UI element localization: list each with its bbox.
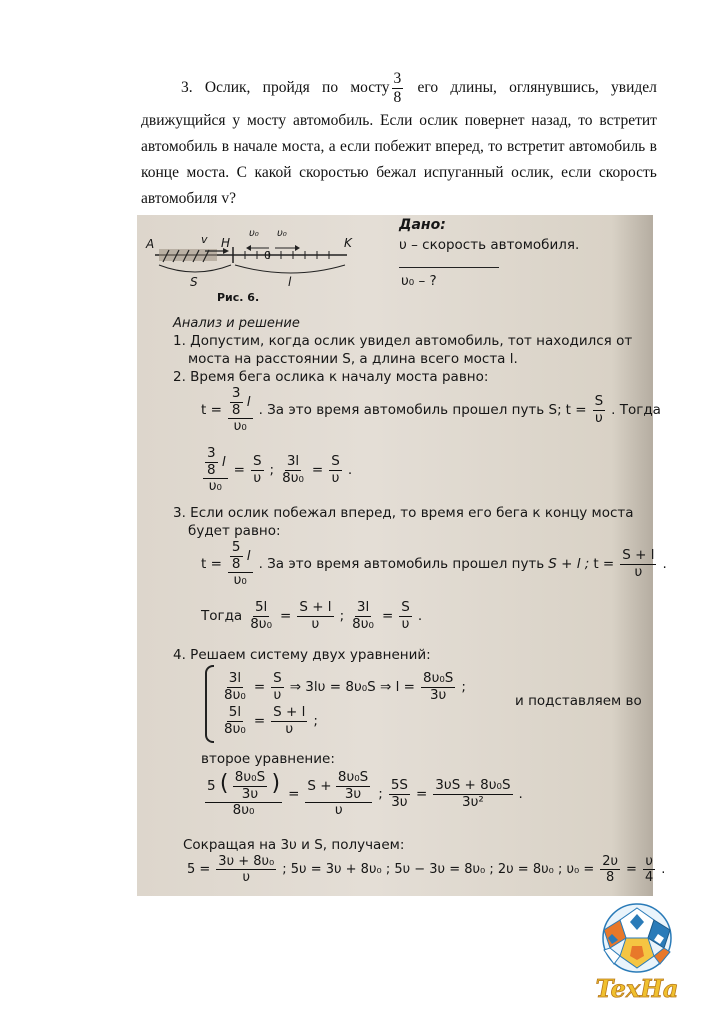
word: встретит: [599, 112, 657, 129]
fraction: [421, 672, 455, 702]
word: то: [488, 138, 503, 155]
fraction-denominator: υ: [285, 720, 294, 737]
word: если: [561, 164, 592, 181]
word: движущийся: [141, 112, 226, 129]
logo-text: TexHa: [595, 974, 679, 1003]
fraction-numerator: S: [594, 393, 604, 410]
formula-text: . За это время автомобиль прошел путь S;: [258, 402, 562, 419]
logo: [592, 900, 682, 1004]
compound-fraction: [203, 447, 228, 494]
formula-term: =: [311, 462, 324, 479]
problem-line-5: автомобиля v?: [141, 190, 236, 207]
formula-term: ;: [313, 713, 318, 729]
word: ослик: [419, 112, 458, 129]
problem-line-1: [141, 68, 657, 108]
fraction-numerator: 3: [231, 385, 241, 401]
word: в: [221, 138, 230, 155]
word: а: [328, 138, 336, 155]
fraction-denominator: 8υ₀: [224, 720, 246, 737]
fraction: [248, 601, 274, 631]
fraction-denominator: υ: [253, 469, 262, 486]
fraction-numerator: 2υ: [602, 854, 619, 869]
formula-term: S + l ;: [548, 556, 590, 573]
fraction: [297, 601, 333, 631]
compound-fraction: [305, 771, 372, 818]
fraction-denominator: υ: [594, 409, 603, 426]
formula-term: l: [221, 454, 226, 470]
formula-term: 5: [207, 778, 216, 794]
formula-term: l: [246, 548, 251, 564]
equation-system: [205, 665, 466, 743]
fraction-numerator: υ: [645, 854, 653, 869]
formula-term: .: [662, 556, 667, 573]
brace-s: [159, 265, 231, 272]
inner-fraction: [233, 771, 267, 801]
step-1-line-2: моста на расстоянии S, а длина всего моста l.: [188, 351, 518, 367]
word-with-fraction: [350, 71, 405, 105]
distance-s-label: S: [190, 275, 198, 289]
fraction-denominator: 8: [231, 401, 241, 418]
paren-close: ): [271, 771, 281, 796]
word: автомобиль: [568, 138, 646, 155]
point-k-label: K: [344, 236, 352, 250]
system-row-2: [220, 706, 466, 736]
word: какой: [254, 164, 292, 181]
fraction: [593, 395, 606, 425]
figure-caption: Рис. 6.: [217, 291, 260, 304]
fraction: [643, 855, 655, 884]
fraction-numerator: 5l: [254, 599, 268, 615]
formula-time-to-end: [201, 541, 667, 588]
formula-term: ;: [269, 462, 275, 479]
fraction-numerator: 5S: [390, 777, 408, 794]
fraction-denominator: υ₀: [208, 478, 222, 494]
point-h-label: H: [221, 236, 231, 250]
fraction-denominator: 3υ: [391, 793, 408, 810]
velocity-v-label: v: [201, 233, 208, 246]
word: длины,: [450, 79, 497, 96]
word: автомобиль: [141, 138, 218, 155]
given-title: Дано:: [399, 217, 446, 233]
fraction: [329, 455, 342, 485]
formula-term: =: [253, 679, 266, 695]
fraction-numerator: S: [273, 670, 282, 686]
second-equation-text: второе уравнение:: [201, 751, 335, 767]
fraction-numerator: 3: [393, 70, 402, 87]
formula-text: . Тогда: [611, 402, 661, 419]
word: по: [322, 79, 339, 96]
fraction-denominator: 3υ: [241, 785, 259, 802]
formula-term: =: [233, 462, 245, 479]
formula-term: ;: [339, 608, 345, 624]
analysis-heading: Анализ и решение: [173, 316, 300, 331]
velocity-v0-left-label: υ₀: [249, 228, 259, 239]
fraction-denominator: 8: [207, 461, 216, 478]
fraction-denominator: υ: [634, 563, 643, 580]
word: Ослик,: [204, 79, 251, 96]
formula-term: ;: [378, 786, 383, 803]
formula-time-to-start: [201, 387, 661, 434]
fraction-denominator: 8υ₀: [352, 615, 374, 632]
word: бежал: [376, 164, 417, 181]
fraction-denominator: 4: [644, 870, 654, 885]
word: повернет: [464, 112, 525, 129]
word: встретит: [506, 138, 565, 155]
fraction-numerator: S: [331, 453, 340, 470]
system-row-1: [220, 672, 466, 702]
fraction-numerator: [228, 541, 253, 573]
formula-term: =: [415, 786, 428, 803]
formula-equation-2: [201, 601, 422, 631]
formula-text: Тогда: [201, 608, 243, 624]
word: побежит: [374, 138, 431, 155]
formula-term: ⇒ 3lυ = 8υ₀S ⇒ l =: [289, 679, 415, 695]
fraction: [251, 455, 264, 485]
fraction: [399, 601, 412, 631]
inner-fraction: [230, 387, 243, 417]
formula-term: =: [280, 608, 292, 624]
fraction: [620, 549, 656, 579]
fraction-denominator: υ: [273, 686, 282, 703]
fraction: [389, 779, 410, 809]
word: моста,: [281, 138, 325, 155]
fraction-numerator: S + l: [273, 704, 306, 720]
fraction-denominator: υ: [401, 615, 410, 632]
fraction-denominator: υ: [334, 802, 343, 818]
fraction-numerator: 3: [207, 445, 216, 461]
fraction-denominator: υ: [331, 469, 340, 486]
fraction-numerator: 8υ₀S: [234, 769, 266, 785]
given-line-2: υ₀ – ?: [401, 273, 437, 289]
fraction: [280, 455, 306, 485]
fraction-denominator: 3υ: [429, 686, 447, 703]
formula-term: S +: [307, 778, 332, 794]
formula-term: t =: [565, 402, 587, 419]
step-3-line-1: 3. Если ослик побежал вперед, то время его бега к концу моста: [173, 505, 634, 521]
word: его: [417, 79, 439, 96]
fraction-denominator: υ: [242, 870, 251, 885]
word: то: [578, 112, 593, 129]
scanned-solution: [137, 215, 667, 896]
word: испуганный: [423, 164, 504, 181]
formula-term: l: [246, 394, 251, 410]
fraction: [216, 855, 276, 884]
fraction-denominator: υ₀: [233, 572, 247, 588]
cancel-text: Сокращая на 3υ и S, получаем:: [183, 837, 405, 853]
formula-term: .: [347, 462, 353, 479]
problem-statement: [141, 68, 657, 212]
formula-term: t =: [593, 556, 615, 573]
problem-line-3: [141, 134, 657, 160]
fraction-denominator: 8: [231, 555, 241, 572]
word: автомобиль.: [292, 112, 374, 129]
fraction: [350, 601, 376, 631]
word: пройдя: [262, 79, 310, 96]
word: скоростью: [299, 164, 369, 181]
formula-term: .: [518, 786, 523, 803]
fraction-numerator: 3l: [286, 453, 300, 470]
formula-text: . За это время автомобиль прошел путь: [258, 556, 545, 573]
word: начале: [233, 138, 278, 155]
step-4-text: 4. Решаем систему двух уравнений:: [173, 647, 431, 663]
formula-term: 5 =: [187, 862, 211, 877]
formula-term: t =: [201, 402, 222, 419]
formula-equation-1: [201, 447, 352, 494]
step-3-line-2: будет равно:: [188, 523, 281, 539]
word: если: [339, 138, 371, 155]
fraction-denominator: 8: [393, 88, 402, 106]
fraction: [222, 706, 248, 736]
formula-term: .: [661, 862, 666, 877]
formula-substitution: [203, 771, 523, 818]
substitute-text: и подставляем во: [515, 693, 642, 709]
word: у: [232, 112, 241, 129]
formula-term: =: [288, 786, 300, 803]
inner-fraction: [205, 447, 218, 477]
formula-term: =: [381, 608, 394, 624]
fraction: [222, 672, 248, 702]
fraction-numerator: 3l: [228, 670, 242, 686]
fraction-numerator: [205, 771, 282, 803]
word: моста.: [186, 164, 230, 181]
fraction: [600, 855, 620, 884]
fraction-numerator: [228, 387, 253, 419]
fraction-denominator: 8: [605, 870, 615, 885]
length-l-label: l: [288, 275, 292, 289]
point-o-label: 0: [264, 249, 271, 262]
word: ослик,: [511, 164, 554, 181]
paren-open: (: [219, 771, 229, 796]
word: вперед,: [435, 138, 484, 155]
fraction: [433, 779, 512, 809]
word: в: [649, 138, 657, 155]
word: С: [236, 164, 247, 181]
fraction-denominator: 8υ₀: [232, 802, 255, 818]
fraction-numerator: [305, 771, 372, 803]
word: мосту: [350, 79, 390, 96]
formula-term: .: [417, 608, 423, 624]
inner-fraction: [336, 771, 370, 801]
fraction-denominator: 3υ²: [462, 793, 484, 810]
fraction-numerator: 3υ + 8υ₀: [218, 854, 275, 869]
word: конце: [141, 164, 179, 181]
fraction-numerator: 5: [231, 539, 241, 555]
word: увидел: [611, 79, 657, 96]
fraction-numerator: S + l: [299, 599, 332, 615]
word: оглянувшись,: [509, 79, 599, 96]
step-2-text: 2. Время бега ослика к началу моста равно:: [173, 369, 489, 385]
fraction-numerator: 8υ₀S: [422, 670, 454, 686]
system-brace: [205, 665, 214, 743]
formula-term: t =: [201, 556, 222, 573]
compound-fraction: [228, 387, 253, 434]
fraction-numerator: 8υ₀S: [337, 769, 369, 785]
fraction-denominator: 8υ₀: [250, 615, 273, 632]
formula-final-answer: [187, 855, 665, 884]
formula-text: ; 5υ = 3υ + 8υ₀ ; 5υ − 3υ = 8υ₀ ; 2υ = 8υ₀ ; υ₀ =: [282, 862, 595, 877]
fraction-denominator: υ: [311, 615, 320, 632]
fraction-denominator: υ₀: [233, 418, 247, 434]
given-divider: [399, 267, 499, 268]
fraction-denominator: 8υ₀: [282, 469, 304, 486]
fraction: [271, 672, 284, 702]
problem-line-2: [141, 108, 657, 134]
fraction-three-eighths: [392, 71, 404, 105]
compound-fraction: [228, 541, 253, 588]
problem-number: 3.: [181, 79, 193, 96]
velocity-v0-right-label: υ₀: [277, 228, 287, 239]
word: скорость: [598, 164, 657, 181]
formula-term: =: [626, 862, 637, 877]
formula-term: =: [253, 713, 266, 729]
word: мосту: [246, 112, 287, 129]
fraction-numerator: S: [401, 599, 410, 615]
word: назад,: [531, 112, 572, 129]
problem-line-4: [141, 160, 657, 186]
fraction-numerator: [203, 447, 228, 479]
step-1-line-1: 1. Допустим, когда ослик увидел автомобиль, тот находился от: [173, 333, 633, 349]
point-a-label: A: [146, 237, 155, 251]
compound-fraction: [205, 771, 282, 818]
fraction-numerator: 3υS + 8υ₀S: [435, 777, 511, 794]
fraction-denominator: 3υ: [344, 785, 362, 802]
fraction-numerator: S + l: [622, 547, 655, 564]
word: Если: [380, 112, 413, 129]
fraction: [271, 706, 307, 736]
brace-l: [235, 265, 345, 273]
inner-fraction: [230, 541, 243, 571]
fraction-numerator: 3l: [356, 599, 370, 615]
formula-term: ;: [461, 679, 466, 695]
fraction-denominator: 8υ₀: [224, 686, 246, 703]
fraction-numerator: 5l: [228, 704, 242, 720]
fraction-numerator: S: [252, 453, 262, 470]
given-line-1: υ – скорость автомобиля.: [399, 237, 580, 253]
